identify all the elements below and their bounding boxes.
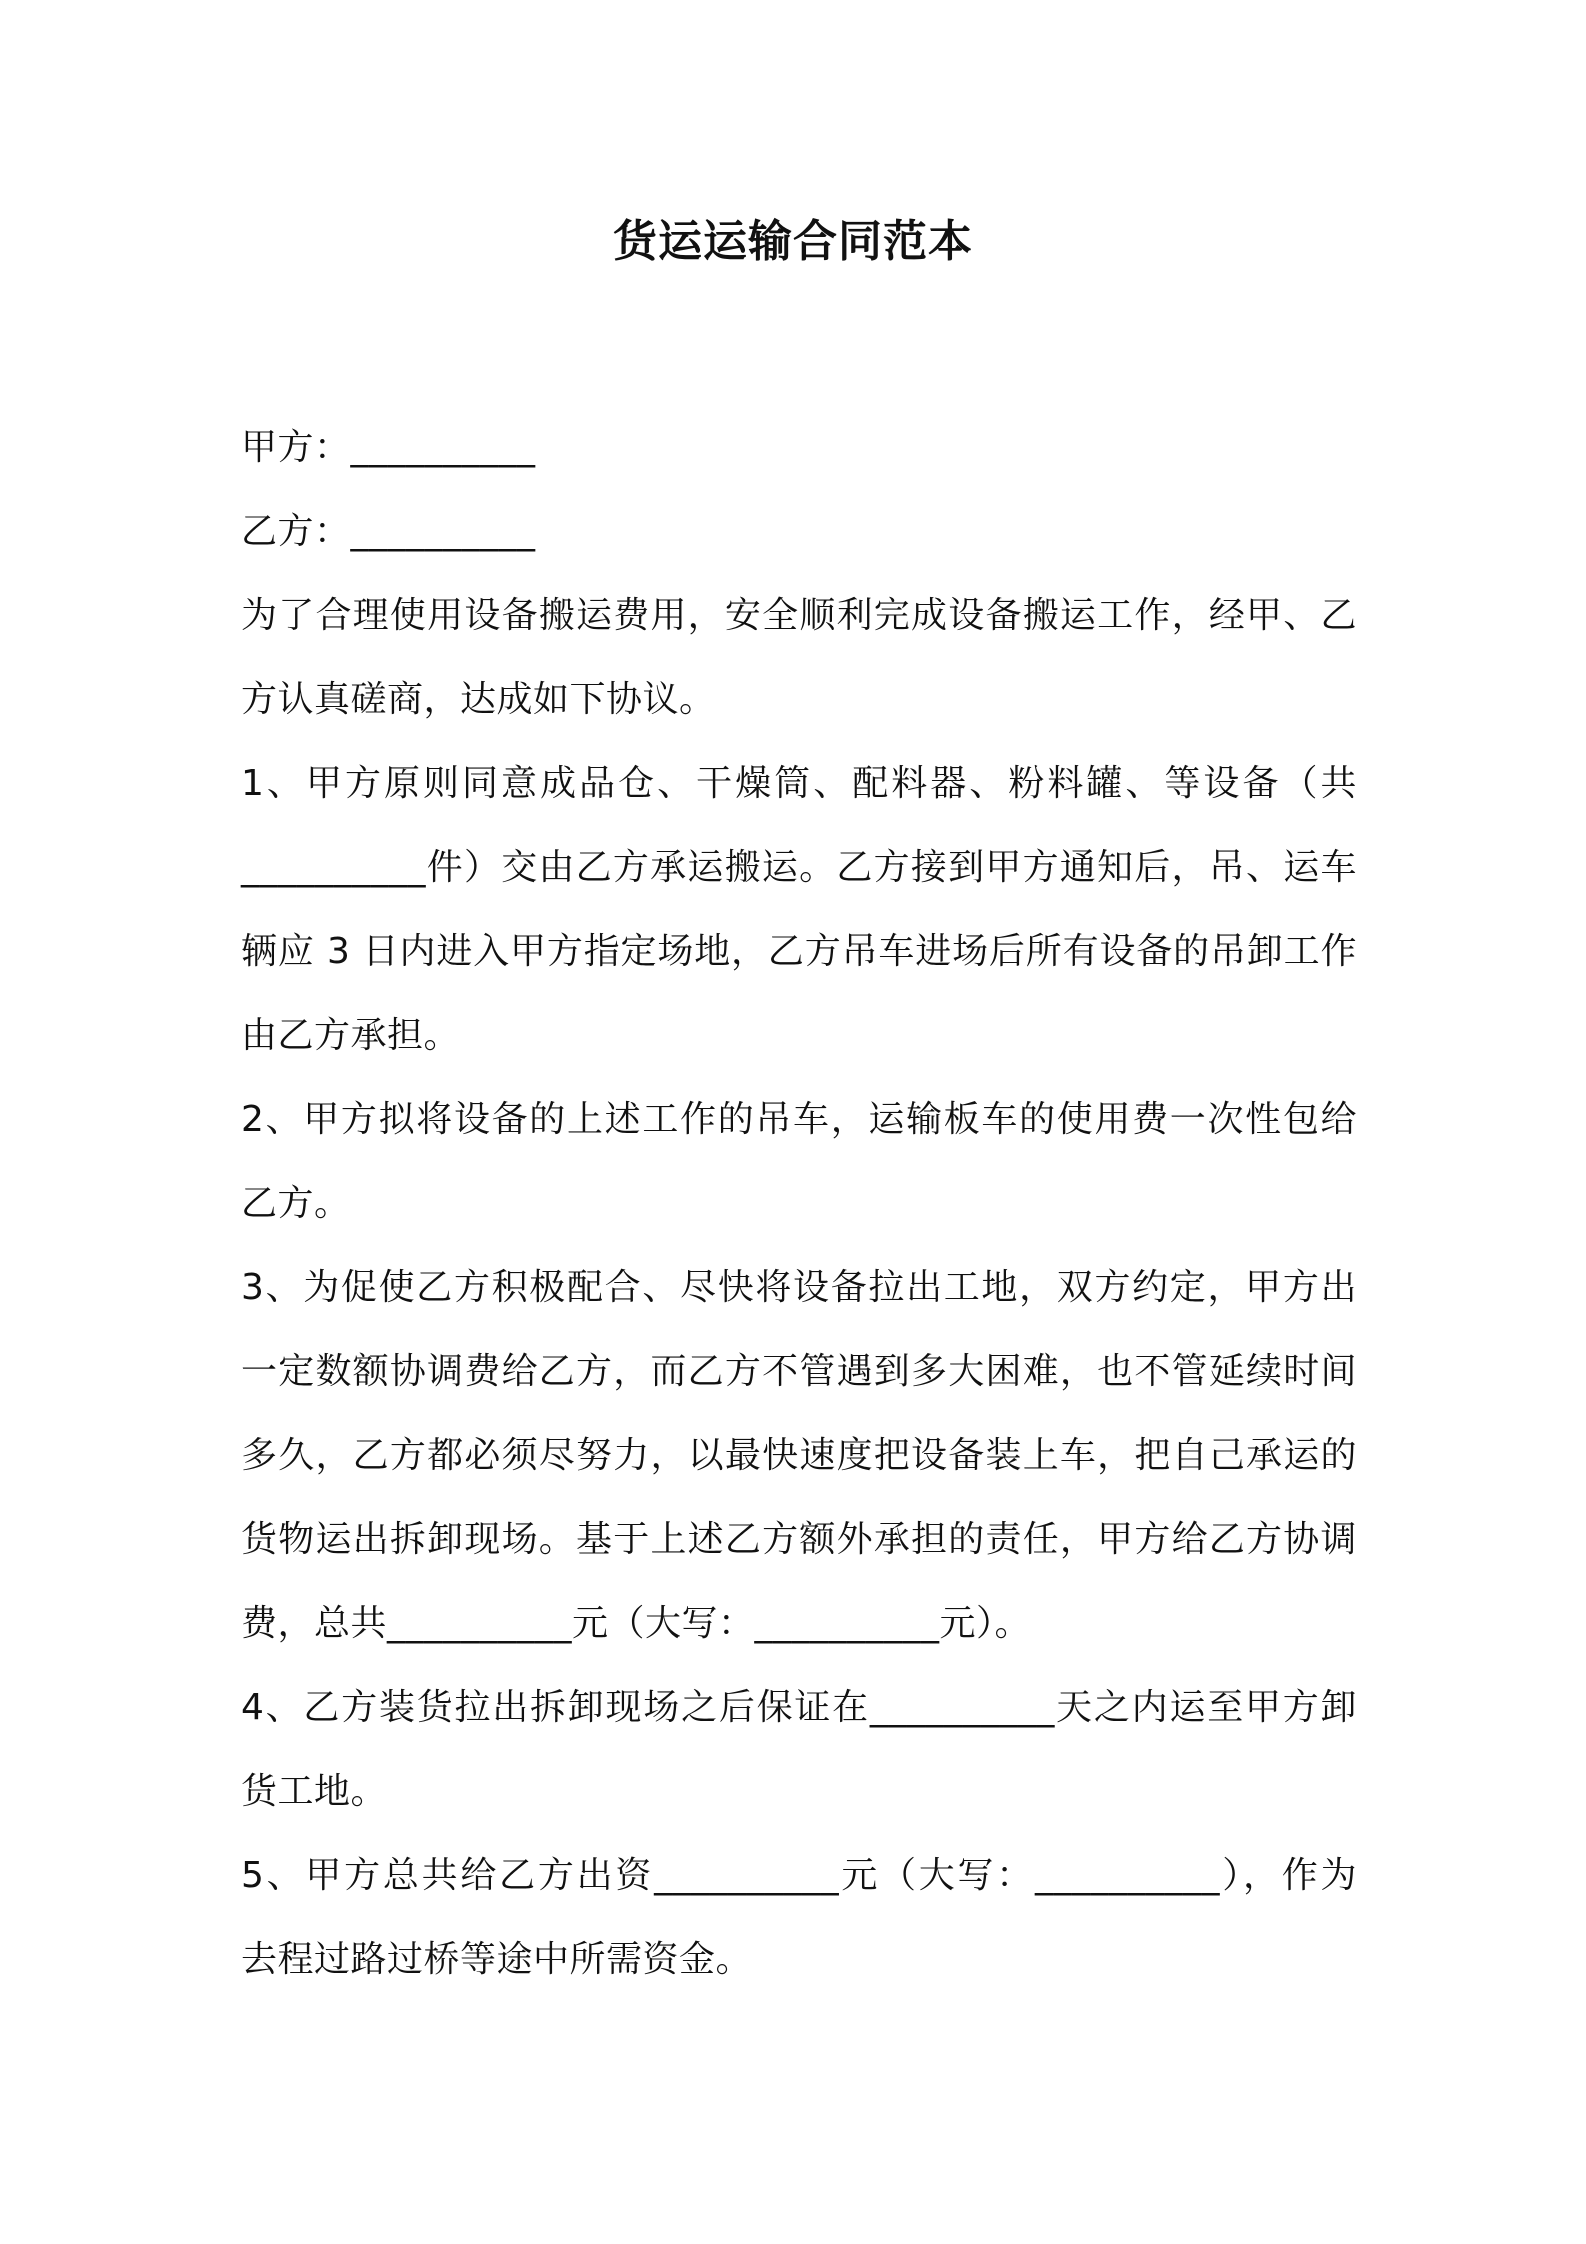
clause-3-line: 货物运出拆卸现场。基于上述乙方额外承担的责任，甲方给乙方协调 [241,1519,1357,1560]
clause-2-line: 乙方。 [241,1183,351,1224]
preamble-line: 为了合理使用设备搬运费用，安全顺利完成设备搬运工作，经甲、乙 [241,595,1357,636]
clause-1-line: 由乙方承担。 [241,1015,461,1056]
clause-4-line: 货工地。 [241,1771,388,1812]
clause-5-line: 去程过路过桥等途中所需资金。 [241,1939,753,1980]
clause-1-line: __________件）交由乙方承运搬运。乙方接到甲方通知后，吊、运车 [241,847,1357,888]
clause-1-line: 辆应 3 日内进入甲方指定场地，乙方吊车进场后所有设备的吊卸工作 [241,931,1357,972]
preamble-line: 方认真磋商，达成如下协议。 [241,679,716,720]
document-body [241,406,1357,2002]
party-b-line: 乙方：__________ [241,511,536,552]
clause-3-line: 一定数额协调费给乙方，而乙方不管遇到多大困难，也不管延续时间 [241,1351,1357,1392]
document-title: 货运运输合同范本 [613,216,973,267]
clause-5-line: 5、甲方总共给乙方出资__________元（大写：__________），作为 [241,1855,1357,1896]
party-a-line: 甲方：__________ [241,427,536,468]
clause-3-line: 多久，乙方都必须尽努力，以最快速度把设备装上车，把自己承运的 [241,1435,1357,1476]
clause-1-line: 1、甲方原则同意成品仓、干燥筒、配料器、粉料罐、等设备（共 [241,763,1357,804]
clause-4-line: 4、乙方装货拉出拆卸现场之后保证在__________天之内运至甲方卸 [241,1687,1357,1728]
clause-3-line: 3、为促使乙方积极配合、尽快将设备拉出工地，双方约定，甲方出 [241,1267,1357,1308]
clause-3-line: 费，总共__________元（大写：__________元）。 [241,1603,1032,1644]
clause-2-line: 2、甲方拟将设备的上述工作的吊车，运输板车的使用费一次性包给 [241,1099,1357,1140]
